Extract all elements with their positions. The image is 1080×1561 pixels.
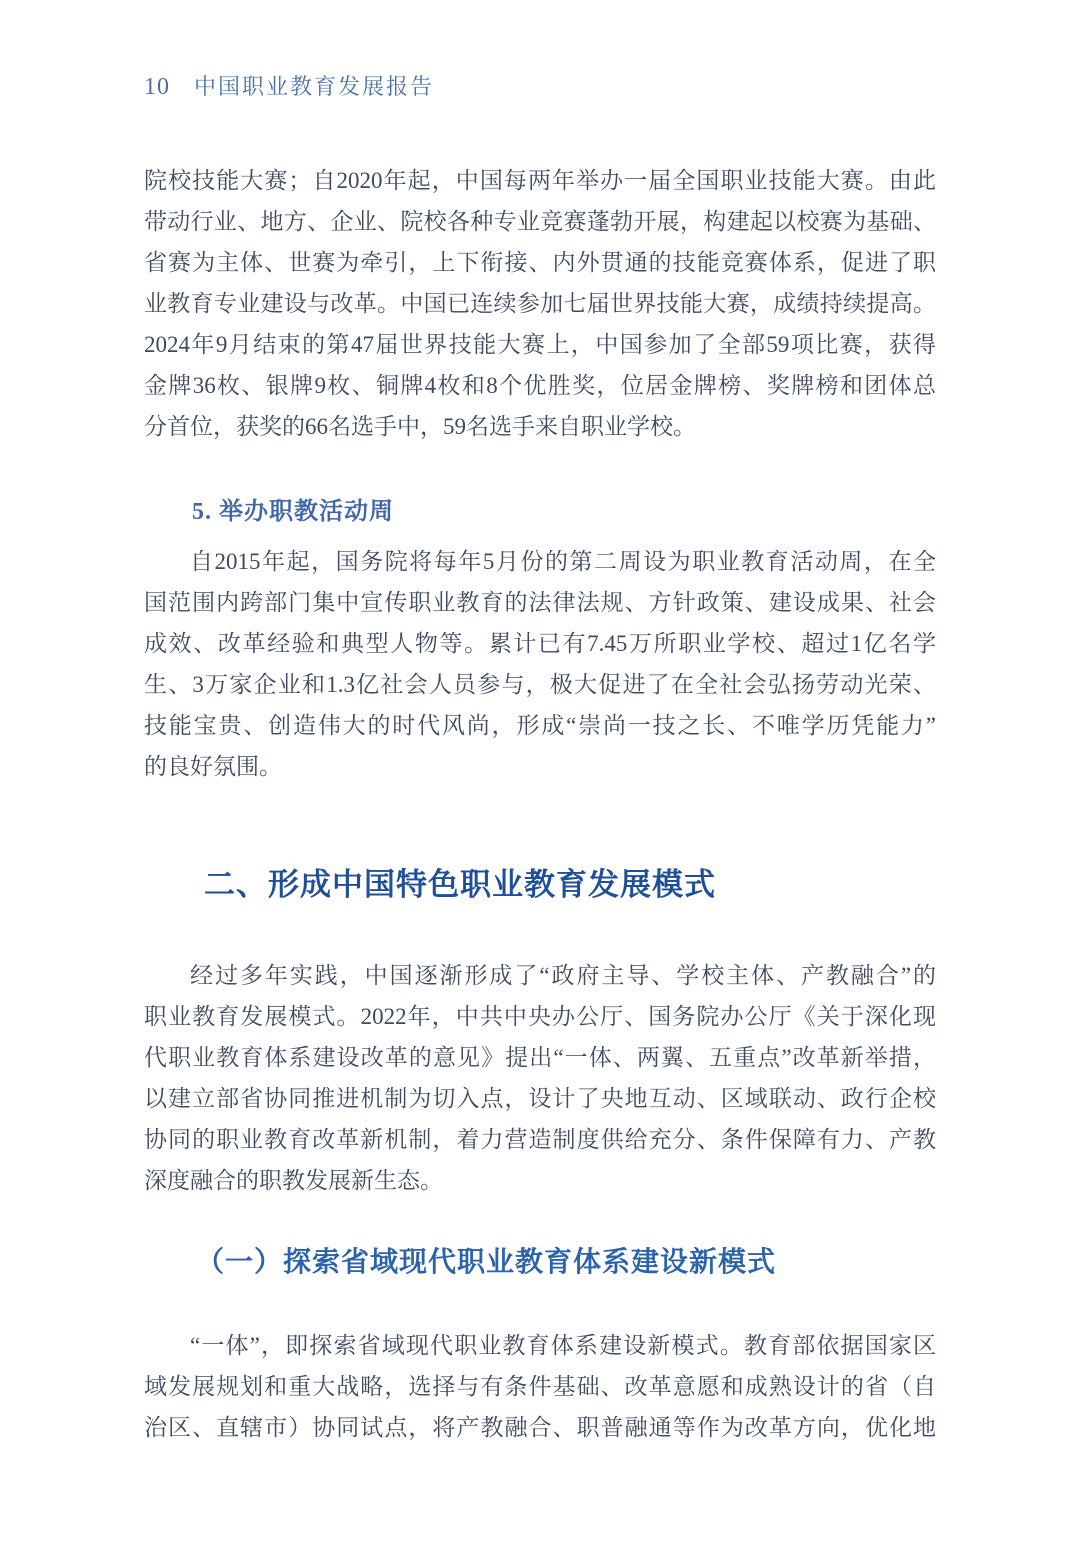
- text-line: 深度融合的职教发展新生态。: [144, 1168, 443, 1193]
- paragraph-activity-week: [144, 541, 936, 787]
- text-line: 业教育专业建设与改革。中国已连续参加七届世界技能大赛，成绩持续提高。: [144, 291, 936, 316]
- paragraph-skills-competition: [144, 160, 936, 447]
- running-title: 中国职业教育发展报告: [194, 74, 435, 99]
- text-line: 域发展规划和重大战略，选择与有条件基础、改革意愿和成熟设计的省（自: [144, 1374, 936, 1399]
- text-line: 2024年9月结束的第47届世界技能大赛上，中国参加了全部59项比赛，获得: [144, 332, 936, 357]
- text-line: 自2015年起，国务院将每年5月份的第二周设为职业教育活动周，在全: [190, 549, 936, 574]
- heading-subsection-1: （一）探索省域现代职业教育体系建设新模式: [196, 1247, 777, 1278]
- page-header: [144, 72, 936, 102]
- text-line: 分首位，获奖的66名选手中，59名选手来自职业学校。: [144, 414, 696, 439]
- text-line: 省赛为主体、世赛为牵引，上下衔接、内外贯通的技能竞赛体系，促进了职: [144, 250, 936, 275]
- page-number: 10: [144, 74, 170, 100]
- text-line: 经过多年实践，中国逐渐形成了“政府主导、学校主体、产教融合”的: [190, 963, 936, 988]
- text-line: 生、3万家企业和1.3亿社会人员参与，极大促进了在全社会弘扬劳动光荣、: [144, 672, 936, 697]
- paragraph-development-model: [144, 955, 936, 1201]
- text-line: “一体”，即探索省域现代职业教育体系建设新模式。教育部依据国家区: [190, 1333, 936, 1358]
- text-line: 以建立部省协同推进机制为切入点，设计了央地互动、区域联动、政行企校: [144, 1086, 936, 1111]
- text-line: 治区、直辖市）协同试点，将产教融合、职普融通等作为改革方向，优化地: [144, 1415, 936, 1440]
- text-line: 的良好氛围。: [144, 754, 282, 779]
- text-line: 代职业教育体系建设改革的意见》提出“一体、两翼、五重点”改革新举措，: [144, 1045, 936, 1070]
- heading-chapter-2: 二、形成中国特色职业教育发展模式: [204, 867, 716, 902]
- heading-section-5-activity-week: 5. 举办职教活动周: [192, 499, 394, 525]
- text-line: 院校技能大赛；自2020年起，中国每两年举办一届全国职业技能大赛。由此: [144, 168, 936, 193]
- text-line: 成效、改革经验和典型人物等。累计已有7.45万所职业学校、超过1亿名学: [144, 631, 936, 656]
- text-line: 国范围内跨部门集中宣传职业教育的法律法规、方针政策、建设成果、社会: [144, 590, 936, 615]
- text-line: 协同的职业教育改革新机制，着力营造制度供给充分、条件保障有力、产教: [144, 1127, 936, 1152]
- paragraph-provincial-system: [144, 1325, 936, 1448]
- text-line: 职业教育发展模式。2022年，中共中央办公厅、国务院办公厅《关于深化现: [144, 1004, 936, 1029]
- text-line: 技能宝贵、创造伟大的时代风尚，形成“崇尚一技之长、不唯学历凭能力”: [144, 713, 936, 738]
- text-line: 金牌36枚、银牌9枚、铜牌4枚和8个优胜奖，位居金牌榜、奖牌榜和团体总: [144, 373, 936, 398]
- text-line: 带动行业、地方、企业、院校各种专业竞赛蓬勃开展，构建起以校赛为基础、: [144, 209, 936, 234]
